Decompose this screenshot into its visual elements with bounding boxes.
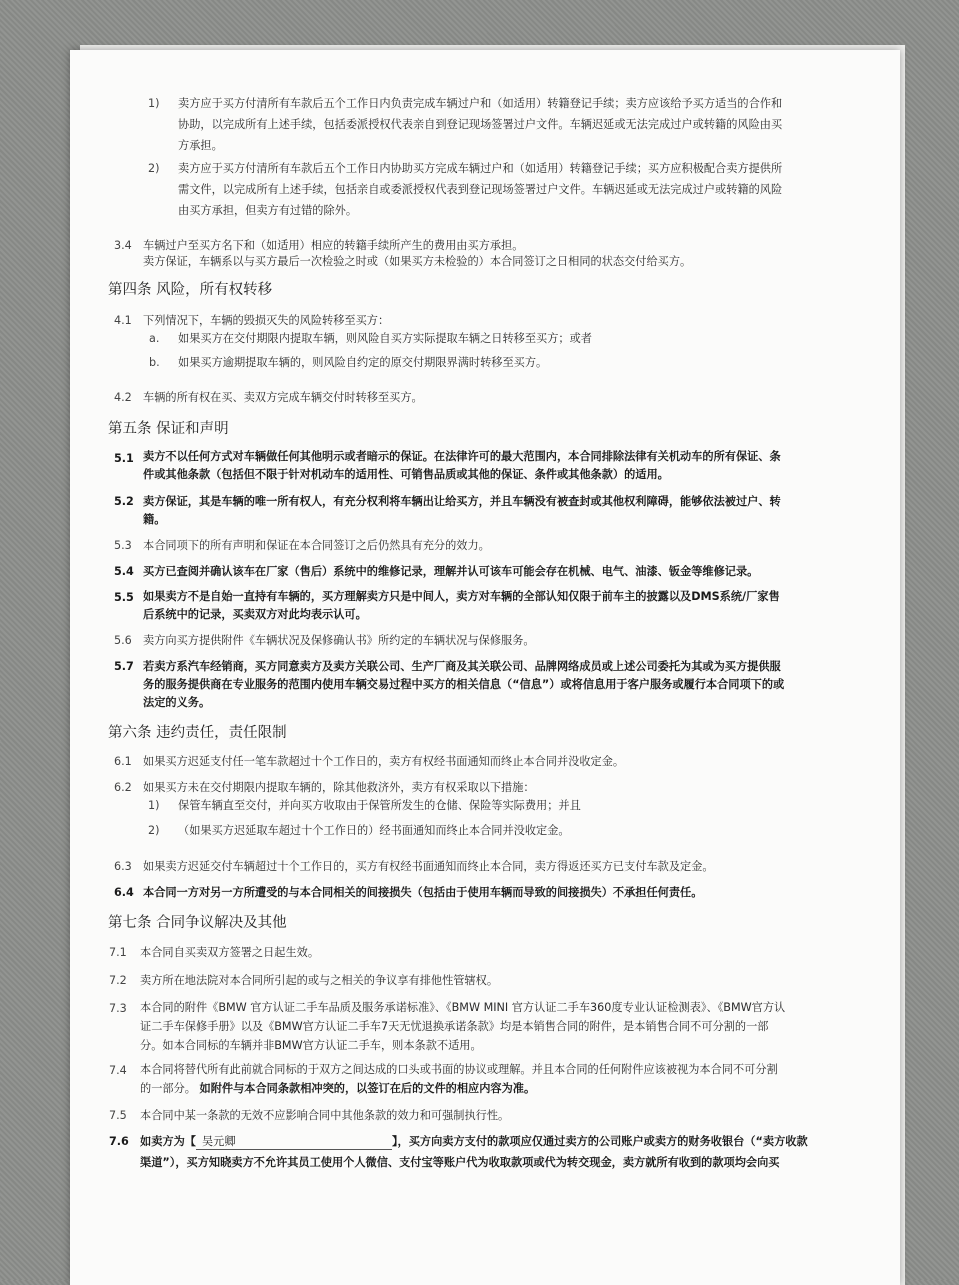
clause-text: 下列情况下，车辆的毁损灭失的风险转移至买方： [143, 314, 390, 327]
article-title: 第七条 合同争议解决及其他 [108, 915, 287, 931]
clause-text: 务的服务提供商在专业服务的范围内使用车辆交易过程中买方的相关信息（“信息”）或将信息用于客户服务或履行本合同项下的或 [143, 678, 785, 691]
clause-text: 卖方保证，其是车辆的唯一所有权人，有充分权利将车辆出让给买方，并且车辆没有被查封或其他权利障碍，能够依法被过户、转 [143, 495, 781, 508]
clause-number: 6.3 [114, 860, 132, 873]
clause-suffix: 】，买方向卖方支付的款项应仅通过卖方的公司账户或卖方的财务收银台（“卖方收款 [391, 1135, 808, 1148]
item-marker: 1) [148, 97, 160, 110]
clause-number: 7.6 [109, 1135, 129, 1148]
clause-number: 6.4 [114, 886, 134, 899]
article-title: 第四条 风险，所有权转移 [108, 282, 273, 298]
clause-text: 本合同中某一条款的无效不应影响合同中其他条款的效力和可强制执行性。 [140, 1109, 510, 1122]
clause-text: 本合同自买卖双方签署之日起生效。 [140, 946, 320, 959]
clause-text: 件或其他条款（包括但不限于针对机动车的适用性、可销售品质或其他的保证、条件或其他条款）的适用。 [143, 468, 669, 481]
clause-number: 7.3 [109, 1002, 127, 1015]
clause-text: 车辆过户至买方名下和（如适用）相应的转籍手续所产生的费用由买方承担。 [143, 239, 524, 252]
clause-number: 7.2 [109, 974, 127, 987]
clause-number: 5.2 [114, 495, 134, 508]
clause-text: 如果买方未在交付期限内提取车辆的，除其他救济外，卖方有权采取以下措施： [143, 781, 535, 794]
clause-text [140, 1082, 535, 1096]
clause-text: 买方已查阅并确认该车在厂家（售后）系统中的维修记录，理解并认可该车可能会存在机械、电气、油漆、钣金等维修记录。 [143, 565, 759, 578]
clause-text: 卖方应于买方付清所有车款后五个工作日内协助买方完成车辆过户和（如适用）转籍登记手续；买方应积极配合卖方提供所 [178, 162, 783, 175]
clause-number: 6.2 [114, 781, 132, 794]
clause-text [140, 1135, 808, 1150]
clause-number: 3.4 [114, 239, 132, 252]
clause-number: 5.5 [114, 591, 134, 604]
clause-number: 5.1 [114, 452, 134, 465]
clause-text: 如果卖方迟延交付车辆超过十个工作日的，买方有权经书面通知而终止本合同，卖方得返还买方已支付车款及定金。 [143, 860, 714, 873]
clause-text: 如果卖方不是自始一直持有车辆的，买方理解卖方只是中间人，卖方对车辆的全部认知仅限于前车主的披露以及DMS系统/厂家售 [143, 590, 780, 603]
clause-number: 7.4 [109, 1064, 127, 1077]
clause-number: 6.1 [114, 755, 132, 768]
clause-text: 卖方不以任何方式对车辆做任何其他明示或者暗示的保证。在法律许可的最大范围内，本合同排除法律有关机动车的所有保证、条 [143, 450, 781, 463]
clause-number: 5.3 [114, 539, 132, 552]
clause-text: 本合同一方对另一方所遭受的与本合同相关的间接损失（包括由于使用车辆而导致的间接损失）不承担任何责任。 [143, 886, 703, 899]
item-marker: 1) [148, 799, 160, 812]
clause-text: 车辆的所有权在买、卖双方完成车辆交付时转移至买方。 [143, 391, 423, 404]
article-title: 第六条 违约责任，责任限制 [108, 725, 287, 741]
clause-text: 渠道”），买方知晓卖方不允许其员工使用个人微信、支付宝等账户代为收取款项或代为转交现金，卖方就所有收到的款项均会向买 [140, 1156, 780, 1169]
clause-text: 如果买方逾期提取车辆的，则风险自约定的原交付期限界满时转移至买方。 [178, 356, 548, 369]
clause-number: 4.2 [114, 391, 132, 404]
clause-number: 5.6 [114, 634, 132, 647]
clause-prefix: 如卖方为【 [140, 1135, 196, 1148]
clause-text: （如果买方迟延取车超过十个工作日的）经书面通知而终止本合同并没收定金。 [178, 824, 570, 837]
clause-number: 4.1 [114, 314, 132, 327]
contract-page [70, 50, 900, 1285]
item-marker: b. [149, 356, 160, 369]
clause-text: 本合同将替代所有此前就合同标的于双方之间达成的口头或书面的协议或理解。并且本合同的任何附件应该被视为本合同不可分割 [140, 1063, 778, 1076]
clause-number: 5.7 [114, 660, 134, 673]
clause-text: 由买方承担，但卖方有过错的除外。 [178, 204, 358, 217]
clause-text: 卖方保证，车辆系以与买方最后一次检验之时或（如果买方未检验的）本合同签订之日相同的状态交付给买方。 [143, 255, 692, 268]
clause-text: 卖方向买方提供附件《车辆状况及保修确认书》所约定的车辆状况与保修服务。 [143, 634, 535, 647]
clause-text: 若卖方系汽车经销商，买方同意卖方及卖方关联公司、生产厂商及其关联公司、品牌网络成员或上述公司委托为其或为买方提供服 [143, 660, 781, 673]
item-marker: 2) [148, 162, 160, 175]
article-title: 第五条 保证和声明 [108, 421, 229, 437]
clause-text: 如果买方迟延支付任一笔车款超过十个工作日的，卖方有权经书面通知而终止本合同并没收定金。 [143, 755, 625, 768]
clause-number: 7.1 [109, 946, 127, 959]
clause-text: 协助，以完成所有上述手续，包括委派授权代表亲自到登记现场签署过户文件。车辆迟延或无法完成过户或转籍的风险由买 [178, 118, 783, 131]
clause-text: 如果买方在交付期限内提取车辆，则风险自买方实际提取车辆之日转移至买方；或者 [178, 332, 592, 345]
clause-text: 本合同项下的所有声明和保证在本合同签订之后仍然具有充分的效力。 [143, 539, 490, 552]
item-marker: 2) [148, 824, 160, 837]
clause-text: 本合同的附件《BMW 官方认证二手车品质及服务承诺标准》、《BMW MINI 官方认证二手车360度专业认证检测表》、《BMW官方认 [140, 1001, 786, 1014]
clause-text-plain: 的一部分。 [140, 1082, 196, 1095]
clause-text: 分。如本合同标的车辆并非BMW官方认证二手车，则本条款不适用。 [140, 1039, 482, 1052]
clause-text: 保管车辆直至交付，并向买方收取由于保管所发生的仓储、保险等实际费用；并且 [178, 799, 581, 812]
seller-name-field: 吴元卿 [196, 1135, 392, 1150]
clause-text: 籍。 [143, 513, 166, 526]
clause-text: 方承担。 [178, 139, 223, 152]
clause-number: 7.5 [109, 1109, 127, 1122]
clause-text: 卖方应于买方付清所有车款后五个工作日内负责完成车辆过户和（如适用）转籍登记手续；卖方应该给予买方适当的合作和 [178, 97, 783, 110]
clause-text: 需文件，以完成所有上述手续，包括亲自或委派授权代表到登记现场签署过户文件。车辆迟延或无法完成过户或转籍的风险 [178, 183, 783, 196]
clause-text: 卖方所在地法院对本合同所引起的或与之相关的争议享有排他性管辖权。 [140, 974, 499, 987]
clause-text: 后系统中的记录，买卖双方对此均表示认可。 [143, 608, 367, 621]
clause-text: 法定的义务。 [143, 696, 211, 709]
clause-number: 5.4 [114, 565, 134, 578]
item-marker: a. [149, 332, 160, 345]
clause-text: 证二手车保修手册》以及《BMW官方认证二手车7天无忧退换承诺条款》均是本销售合同的附件，是本销售合同不可分割的一部 [140, 1020, 769, 1033]
clause-text-bold: 如附件与本合同条款相冲突的，以签订在后的文件的相应内容为准。 [199, 1082, 536, 1095]
